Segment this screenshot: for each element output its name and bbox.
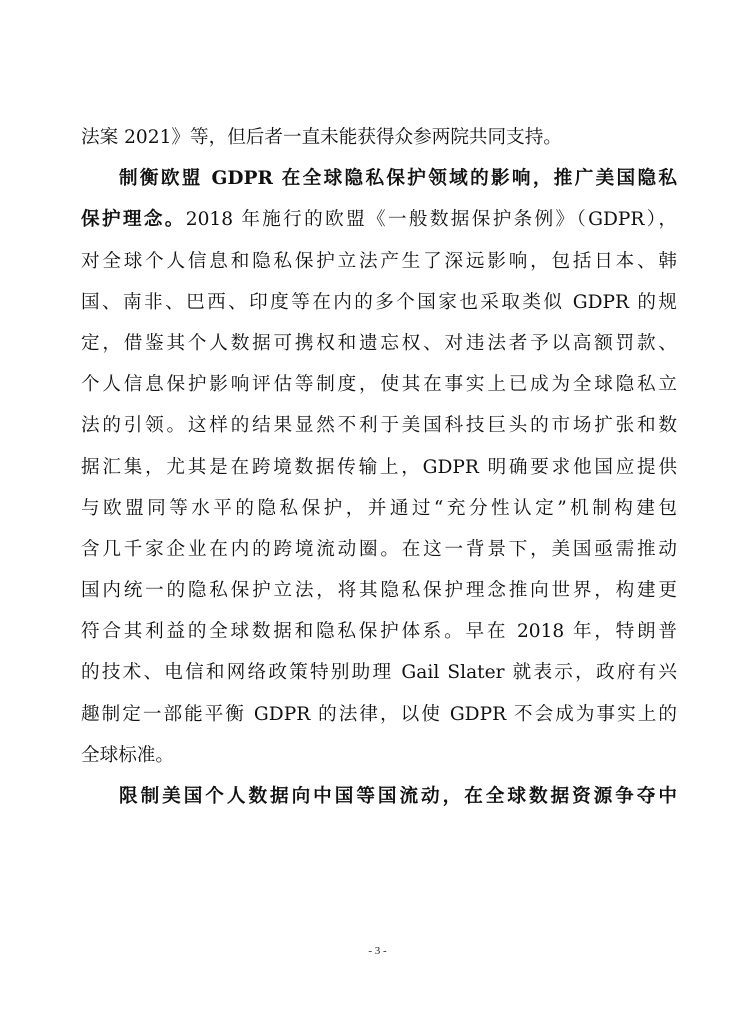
text-run: 2018 年施行的欧盟《一般数据保护条例》（GDPR），: [185, 209, 677, 231]
text-line: 国、南非、巴西、印度等在内的多个国家也采取类似 GDPR 的规: [81, 291, 677, 313]
text-line: 符合其利益的全球数据和隐私保护体系。早在 2018 年，特朗普: [81, 621, 677, 643]
text-line: 个人信息保护影响评估等制度，使其在事实上已成为全球隐私立: [81, 374, 677, 396]
page-number: - 3 -: [368, 945, 387, 957]
text-line: 与欧盟同等水平的隐私保护，并通过“充分性认定”机制构建包: [81, 497, 677, 519]
text-line: 法案 2021》等，但后者一直未能获得众参两院共同支持。: [81, 127, 562, 148]
section-heading: 制衡欧盟 GDPR 在全球隐私保护领域的影响，推广美国隐私: [119, 168, 677, 190]
text-line: [81, 199, 677, 240]
body-text: [81, 117, 677, 817]
text-line: 国内统一的隐私保护立法，将其隐私保护理念推向世界，构建更: [81, 580, 677, 602]
text-line: 据汇集，尤其是在跨境数据传输上，GDPR 明确要求他国应提供: [81, 456, 677, 478]
text-line: 对全球个人信息和隐私保护立法产生了深远影响，包括日本、韩: [81, 250, 677, 272]
text-line: 法的引领。这样的结果显然不利于美国科技巨头的市场扩张和数: [81, 415, 677, 437]
section-heading-tail: 保护理念。: [81, 209, 186, 231]
text-line: 的技术、电信和网络政策特别助理 Gail Slater 就表示，政府有兴: [81, 662, 677, 684]
text-line: 定，借鉴其个人数据可携权和遗忘权、对违法者予以高额罚款、: [81, 332, 677, 354]
text-line: 趣制定一部能平衡 GDPR 的法律，以使 GDPR 不会成为事实上的: [81, 703, 677, 725]
section-heading: 限制美国个人数据向中国等国流动，在全球数据资源争夺中: [119, 786, 677, 807]
text-line: 全球标准。: [81, 744, 174, 766]
text-line: 含几千家企业在内的跨境流动圈。在这一背景下，美国亟需推动: [81, 538, 677, 560]
